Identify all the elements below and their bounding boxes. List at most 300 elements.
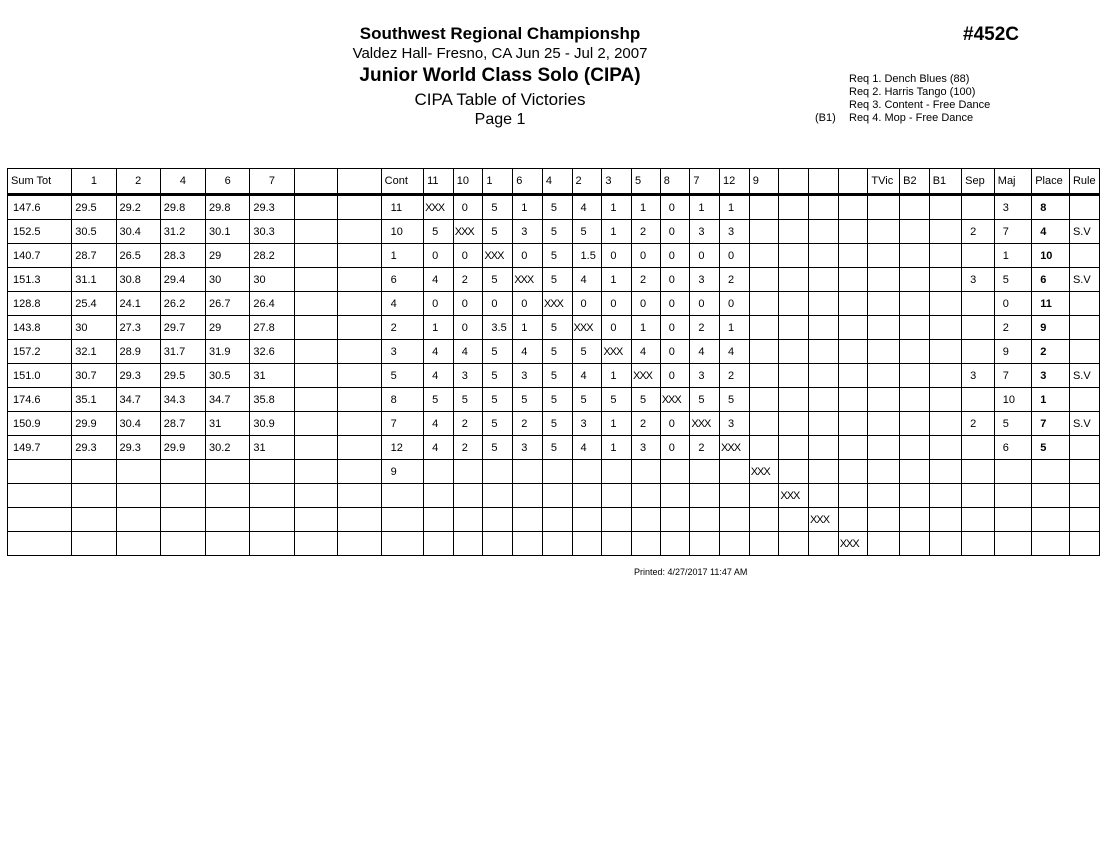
table-cell (483, 532, 513, 556)
sum-total-cell: 149.7 (8, 436, 72, 460)
table-cell (453, 484, 483, 508)
table-cell (513, 460, 543, 484)
table-cell: 0 (453, 292, 483, 316)
table-cell: 3 (962, 364, 995, 388)
table-cell: 4 (424, 268, 454, 292)
table-cell: 28.9 (116, 340, 160, 364)
victories-table (7, 168, 1100, 556)
table-cell: 5 (424, 388, 454, 412)
place-cell (1032, 508, 1070, 532)
sum-total-cell (8, 508, 72, 532)
table-cell: 0 (660, 268, 690, 292)
table-cell: 0 (660, 292, 690, 316)
table-cell (900, 340, 930, 364)
table-cell: 34.7 (206, 388, 250, 412)
table-cell: 0 (660, 412, 690, 436)
table-cell (294, 268, 338, 292)
table-cell (1069, 195, 1099, 220)
table-cell: 3 (513, 364, 543, 388)
table-cell: 27.3 (116, 316, 160, 340)
table-cell: 5 (453, 388, 483, 412)
column-header: 2 (116, 169, 160, 195)
table-cell: XXX (631, 364, 660, 388)
table-cell (720, 508, 750, 532)
column-header: 1 (72, 169, 116, 195)
table-cell: 5 (483, 195, 513, 220)
table-cell (962, 244, 995, 268)
table-cell: 9 (381, 460, 423, 484)
table-cell (962, 292, 995, 316)
table-cell (381, 508, 423, 532)
table-cell: XXX (513, 268, 543, 292)
column-header: Sum Tot (8, 169, 72, 195)
table-cell: 31 (250, 436, 294, 460)
requirement-label: Req 1. Dench Blues (88) (849, 73, 970, 85)
table-cell: 2 (453, 412, 483, 436)
table-cell (250, 484, 294, 508)
table-cell: 5 (542, 364, 572, 388)
table-cell: 30.5 (72, 220, 116, 244)
table-cell: 2 (631, 268, 660, 292)
table-cell: 30.4 (116, 412, 160, 436)
table-cell (424, 508, 454, 532)
table-cell: 1 (720, 316, 750, 340)
table-cell (338, 364, 382, 388)
column-header (779, 169, 809, 195)
table-cell (381, 532, 423, 556)
column-header: B2 (900, 169, 930, 195)
column-header: 4 (542, 169, 572, 195)
table-cell: 11 (381, 195, 423, 220)
table-cell: 5 (483, 220, 513, 244)
table-cell (206, 460, 250, 484)
column-header (294, 169, 338, 195)
table-cell: 0 (994, 292, 1031, 316)
table-row (8, 412, 1100, 436)
table-cell: 1 (602, 195, 632, 220)
table-cell: 3 (720, 412, 750, 436)
table-cell (631, 532, 660, 556)
table-cell: 0 (513, 292, 543, 316)
column-header: 6 (206, 169, 250, 195)
table-cell (838, 220, 868, 244)
column-header: Sep (962, 169, 995, 195)
table-cell (720, 460, 750, 484)
table-cell: 2 (720, 268, 750, 292)
table-cell (602, 532, 632, 556)
table-cell: 29.5 (72, 195, 116, 220)
table-cell (900, 268, 930, 292)
table-cell: 4 (572, 364, 602, 388)
table-row (8, 340, 1100, 364)
table-cell (868, 436, 900, 460)
table-cell: 27.8 (250, 316, 294, 340)
sum-total-cell: 174.6 (8, 388, 72, 412)
table-cell: 29.2 (116, 195, 160, 220)
table-cell: 9 (994, 340, 1031, 364)
table-cell (929, 460, 961, 484)
table-cell (900, 460, 930, 484)
table-cell (749, 244, 779, 268)
table-cell: 29.3 (72, 436, 116, 460)
table-cell (749, 292, 779, 316)
table-cell: 0 (631, 244, 660, 268)
sum-total-cell: 151.3 (8, 268, 72, 292)
table-cell: 0 (660, 244, 690, 268)
table-cell: 0 (602, 316, 632, 340)
table-cell (116, 532, 160, 556)
table-cell (994, 508, 1031, 532)
sum-total-cell: 152.5 (8, 220, 72, 244)
table-cell (749, 316, 779, 340)
table-cell: 0 (453, 244, 483, 268)
table-cell: 1 (602, 268, 632, 292)
table-cell: 29.8 (206, 195, 250, 220)
table-cell: 0 (453, 316, 483, 340)
table-cell: 0 (660, 436, 690, 460)
table-cell: 2 (631, 220, 660, 244)
printed-timestamp: Printed: 4/27/2017 11:47 AM (634, 567, 748, 577)
table-cell (962, 532, 995, 556)
table-cell: 1 (690, 195, 720, 220)
table-cell (809, 364, 839, 388)
table-cell: 1 (513, 195, 543, 220)
table-cell (868, 364, 900, 388)
table-cell: 7 (994, 220, 1031, 244)
table-cell (809, 436, 839, 460)
table-cell (779, 340, 809, 364)
report-title: CIPA Table of Victories (414, 90, 586, 109)
table-cell: 1 (602, 220, 632, 244)
table-cell (749, 508, 779, 532)
requirement-item (815, 86, 990, 99)
table-cell (338, 460, 382, 484)
table-cell: 5 (690, 388, 720, 412)
table-cell: 5 (542, 244, 572, 268)
table-cell (838, 484, 868, 508)
table-row (8, 195, 1100, 220)
table-cell: 3 (690, 220, 720, 244)
table-cell (809, 244, 839, 268)
table-cell: 0 (453, 195, 483, 220)
table-cell: 5 (542, 220, 572, 244)
table-cell (838, 195, 868, 220)
table-cell: 32.6 (250, 340, 294, 364)
table-cell: 1 (631, 195, 660, 220)
table-cell (160, 508, 205, 532)
sum-total-cell: 128.8 (8, 292, 72, 316)
table-cell: XXX (838, 532, 868, 556)
column-header: 2 (572, 169, 602, 195)
table-cell (900, 508, 930, 532)
table-cell (994, 484, 1031, 508)
table-cell (929, 268, 961, 292)
table-cell: 5 (542, 195, 572, 220)
table-cell (294, 195, 338, 220)
table-cell: 2 (453, 268, 483, 292)
page-number: Page 1 (474, 111, 526, 128)
sum-total-cell: 150.9 (8, 412, 72, 436)
requirement-prefix: (B1) (815, 112, 836, 124)
table-cell (809, 412, 839, 436)
table-cell: 5 (542, 388, 572, 412)
table-cell (690, 508, 720, 532)
table-cell: 3 (962, 268, 995, 292)
table-cell: 28.3 (160, 244, 205, 268)
table-cell (838, 436, 868, 460)
table-cell (962, 436, 995, 460)
table-cell: 3 (513, 220, 543, 244)
table-cell (900, 364, 930, 388)
table-cell (206, 484, 250, 508)
table-cell (294, 244, 338, 268)
table-cell (868, 316, 900, 340)
table-cell: 29.9 (72, 412, 116, 436)
table-cell: 1 (602, 436, 632, 460)
table-cell: 0 (483, 292, 513, 316)
requirement-item (815, 99, 990, 112)
table-cell: XXX (779, 484, 809, 508)
table-cell: 0 (690, 292, 720, 316)
table-cell: 6 (994, 436, 1031, 460)
table-cell (542, 460, 572, 484)
table-cell (338, 484, 382, 508)
requirement-label: Req 2. Harris Tango (100) (849, 86, 976, 98)
table-cell: 35.8 (250, 388, 294, 412)
table-cell (838, 460, 868, 484)
table-cell: 1 (424, 316, 454, 340)
table-cell (868, 532, 900, 556)
table-cell: 4 (572, 436, 602, 460)
table-cell: 1 (720, 195, 750, 220)
table-cell: 10 (994, 388, 1031, 412)
table-cell (1069, 484, 1099, 508)
table-cell: 31.1 (72, 268, 116, 292)
table-cell (206, 532, 250, 556)
table-cell: 3 (513, 436, 543, 460)
table-cell (381, 484, 423, 508)
table-cell: 4 (424, 340, 454, 364)
table-row (8, 484, 1100, 508)
table-cell: 0 (720, 292, 750, 316)
table-row (8, 268, 1100, 292)
table-cell: 30.8 (116, 268, 160, 292)
table-cell: 4 (631, 340, 660, 364)
table-cell (660, 532, 690, 556)
table-cell: 24.1 (116, 292, 160, 316)
table-cell: 31 (206, 412, 250, 436)
table-cell (749, 340, 779, 364)
table-cell (294, 220, 338, 244)
place-cell: 2 (1032, 340, 1070, 364)
table-cell (602, 484, 632, 508)
table-cell: 2 (381, 316, 423, 340)
table-cell (868, 292, 900, 316)
table-cell (338, 436, 382, 460)
table-cell (338, 316, 382, 340)
table-cell (994, 532, 1031, 556)
table-cell: 0 (660, 220, 690, 244)
table-cell (294, 316, 338, 340)
sum-total-cell (8, 484, 72, 508)
table-cell: 0 (572, 292, 602, 316)
table-cell: 3 (572, 412, 602, 436)
table-cell (809, 388, 839, 412)
table-cell (900, 532, 930, 556)
table-cell (338, 388, 382, 412)
table-cell (929, 412, 961, 436)
table-cell (994, 460, 1031, 484)
place-cell: 6 (1032, 268, 1070, 292)
table-cell (929, 508, 961, 532)
column-header: B1 (929, 169, 961, 195)
table-cell: 3 (690, 268, 720, 292)
table-cell (542, 508, 572, 532)
table-cell: 30 (250, 268, 294, 292)
table-cell: 2 (994, 316, 1031, 340)
table-cell (631, 460, 660, 484)
table-cell: S.V (1069, 364, 1099, 388)
table-cell (749, 220, 779, 244)
table-cell (294, 460, 338, 484)
table-cell (900, 195, 930, 220)
table-cell: 1 (602, 364, 632, 388)
table-cell (749, 195, 779, 220)
table-row (8, 532, 1100, 556)
table-cell (838, 340, 868, 364)
table-row (8, 220, 1100, 244)
table-cell: 5 (381, 364, 423, 388)
table-cell (572, 484, 602, 508)
table-cell (962, 460, 995, 484)
column-header (838, 169, 868, 195)
table-cell (838, 316, 868, 340)
table-cell (1069, 532, 1099, 556)
table-row (8, 364, 1100, 388)
table-cell (749, 532, 779, 556)
table-cell (900, 484, 930, 508)
table-cell: 5 (483, 268, 513, 292)
table-cell: 28.7 (160, 412, 205, 436)
table-cell (542, 532, 572, 556)
place-cell: 8 (1032, 195, 1070, 220)
sum-total-cell: 143.8 (8, 316, 72, 340)
table-cell (602, 460, 632, 484)
table-cell: 3.5 (483, 316, 513, 340)
table-cell: 34.7 (116, 388, 160, 412)
table-cell (779, 436, 809, 460)
event-class: Junior World Class Solo (CIPA) (359, 65, 641, 86)
table-cell (779, 244, 809, 268)
table-cell: S.V (1069, 220, 1099, 244)
table-cell: XXX (453, 220, 483, 244)
table-cell (602, 508, 632, 532)
table-cell (868, 268, 900, 292)
table-cell (749, 436, 779, 460)
table-cell (513, 508, 543, 532)
table-cell (929, 364, 961, 388)
place-cell: 7 (1032, 412, 1070, 436)
table-cell (900, 436, 930, 460)
column-header: 7 (690, 169, 720, 195)
place-cell (1032, 484, 1070, 508)
table-row (8, 388, 1100, 412)
table-cell: 30 (206, 268, 250, 292)
table-cell (779, 532, 809, 556)
table-cell: 5 (994, 268, 1031, 292)
table-cell (483, 484, 513, 508)
table-cell (929, 244, 961, 268)
table-cell (900, 412, 930, 436)
table-cell: 2 (962, 412, 995, 436)
table-cell: 5 (720, 388, 750, 412)
table-cell (1069, 244, 1099, 268)
table-cell: 3 (720, 220, 750, 244)
column-header: Cont (381, 169, 423, 195)
table-cell: 26.7 (206, 292, 250, 316)
place-cell: 3 (1032, 364, 1070, 388)
table-cell (809, 195, 839, 220)
table-cell: 4 (513, 340, 543, 364)
table-cell (294, 388, 338, 412)
column-header: 1 (483, 169, 513, 195)
table-cell: 0 (660, 195, 690, 220)
table-cell: 0 (424, 244, 454, 268)
table-cell: 4 (424, 364, 454, 388)
sum-total-cell: 140.7 (8, 244, 72, 268)
table-cell: 5 (483, 388, 513, 412)
table-cell (962, 340, 995, 364)
table-cell (338, 340, 382, 364)
table-cell (838, 268, 868, 292)
table-cell: 29.8 (160, 195, 205, 220)
table-cell (929, 316, 961, 340)
table-cell (206, 508, 250, 532)
table-cell: 4 (572, 195, 602, 220)
table-cell (809, 460, 839, 484)
table-cell (779, 316, 809, 340)
table-cell: 4 (381, 292, 423, 316)
table-cell: 3 (631, 436, 660, 460)
table-cell (631, 484, 660, 508)
table-cell: 25.4 (72, 292, 116, 316)
table-cell: 0 (660, 316, 690, 340)
table-row (8, 292, 1100, 316)
table-cell: XXX (542, 292, 572, 316)
table-cell (900, 244, 930, 268)
column-header (338, 169, 382, 195)
table-cell: 5 (572, 388, 602, 412)
table-cell (929, 436, 961, 460)
table-cell: 7 (994, 364, 1031, 388)
table-cell (338, 532, 382, 556)
table-cell (779, 195, 809, 220)
table-cell: 0 (513, 244, 543, 268)
table-cell (809, 268, 839, 292)
table-cell (572, 460, 602, 484)
table-cell (483, 508, 513, 532)
table-cell: 0 (720, 244, 750, 268)
table-cell: 29 (206, 316, 250, 340)
table-cell (868, 388, 900, 412)
table-cell (962, 484, 995, 508)
table-cell (294, 412, 338, 436)
table-cell: S.V (1069, 268, 1099, 292)
table-row (8, 244, 1100, 268)
place-cell (1032, 460, 1070, 484)
table-cell: 4 (453, 340, 483, 364)
table-cell: 2 (962, 220, 995, 244)
